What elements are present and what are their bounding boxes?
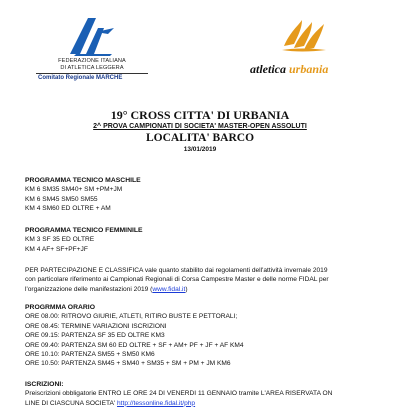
wings-icon	[280, 18, 330, 54]
schedule-item: ORE 08.45: TERMINE VARIAZIONI ISCRIZIONI	[25, 322, 167, 330]
schedule-item: ORE 10.50: PARTENZA SM45 + SM40 + SM35 + SM + PM + JM KM6	[25, 360, 231, 368]
section-tecnico-femminile	[25, 226, 375, 254]
schedule-item: ORE 08.00: RITROVO GIURIE, ATLETI, RITIRO BUSTE E PETTORALI;	[25, 313, 238, 321]
section-tecnico-maschile	[25, 176, 375, 214]
section-iscrizioni	[25, 380, 375, 408]
title-block	[0, 108, 400, 154]
fidal-divider	[36, 73, 148, 74]
tessonline-link[interactable]: http://tessonline.fidal.it/php	[117, 399, 196, 407]
section-partecipazione	[25, 266, 375, 294]
urbania-wordmark	[250, 62, 328, 77]
paragraph-line	[25, 285, 375, 294]
paragraph-text: )	[185, 285, 188, 293]
urbania-word1: atletica	[250, 62, 286, 76]
list-item: KM 3 SF 35 ED OLTRE	[25, 236, 95, 244]
fidal-region-name: MARCHE	[96, 75, 123, 81]
paragraph-line: Preiscrizioni obbligatorie ENTRO LE ORE 24 DI VENERDI 11 GENNAIO tramite L'AREA RISERVATA ON	[25, 390, 333, 398]
list-item: KM 4 AF+ SF+PF+JF	[25, 245, 88, 253]
urbania-logo	[244, 18, 364, 80]
fidal-org-line1: FEDERAZIONE ITALIANA	[58, 58, 126, 64]
section-heading: ISCRIZIONI:	[25, 381, 64, 388]
paragraph-text: l'organizzazione delle manifestazioni 2019 (	[25, 285, 153, 293]
event-title: 19° CROSS CITTA' DI URBANIA	[110, 108, 290, 122]
section-heading: PROGRAMMA TECNICO FEMMINILE	[25, 227, 143, 234]
paragraph-line: PER PARTECIPAZIONE E CLASSIFICA vale quanto stabilito dai regolamenti dell'attività invernale 2019	[25, 267, 328, 274]
fidal-emblem-icon	[36, 14, 148, 58]
section-orario	[25, 303, 375, 369]
fidal-link[interactable]: www.fidal.it	[152, 285, 186, 293]
list-item: KM 6 SM45 SM50 SM55	[25, 195, 98, 203]
paragraph-line: con particolare riferimento ai Campionati Regionali di Corsa Campestre Master e delle norme FIDAL per	[25, 276, 329, 284]
paragraph-line	[25, 399, 375, 408]
paragraph-text: LINE DI CIASCUNA SOCIETA'	[25, 399, 118, 407]
urbania-word2: urbania	[289, 62, 329, 76]
fidal-org-line2: DI ATLETICA LEGGERA	[60, 65, 124, 71]
section-heading: PROGRMMA ORARIO	[25, 304, 95, 311]
event-date: 13/01/2019	[183, 146, 217, 153]
schedule-item: ORE 10.10: PARTENZA SM55 + SM50 KM6	[25, 351, 155, 359]
event-subtitle: 2^ PROVA CAMPIONATI DI SOCIETA' MASTER-OPEN ASSOLUTI	[93, 123, 307, 130]
schedule-item: ORE 09.15: PARTENZA SF 35 ED OLTRE KM3	[25, 332, 165, 340]
section-heading: PROGRAMMA TECNICO MASCHILE	[25, 177, 141, 184]
list-item: KM 6 SM35 SM40+ SM +PM+JM	[25, 186, 123, 194]
list-item: KM 4 SM60 ED OLTRE + AM	[25, 205, 111, 213]
event-location: LOCALITA' BARCO	[145, 132, 255, 144]
fidal-region	[36, 75, 148, 81]
schedule-item: ORE 09.40: PARTENZA SM 60 ED OLTRE + SF + AM+ PF + JF + AF KM4	[25, 341, 244, 349]
fidal-logo	[36, 14, 148, 81]
fidal-region-prefix: Comitato Regionale	[38, 75, 95, 81]
